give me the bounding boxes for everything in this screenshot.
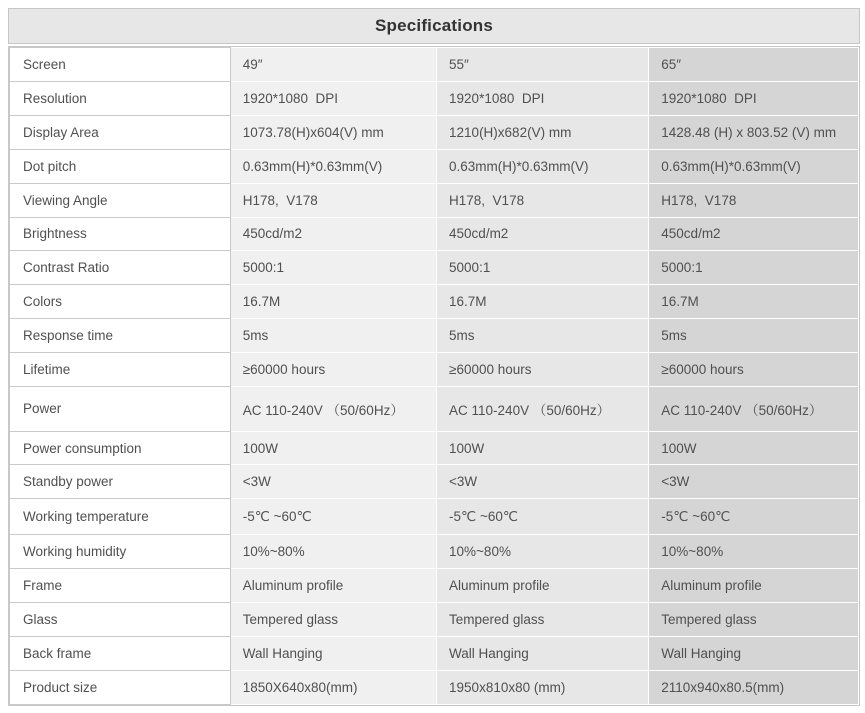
row-label-cell: Glass xyxy=(10,603,231,637)
value-cell-55: 10%~80% xyxy=(437,535,649,569)
value-cell-49: 10%~80% xyxy=(230,535,436,569)
value-cell-65: 2110x940x80.5(mm) xyxy=(649,671,859,705)
value-cell-49: ≥60000 hours xyxy=(230,353,436,387)
value-cell-55: 100W xyxy=(437,431,649,465)
value-cell-49: 1850X640x80(mm) xyxy=(230,671,436,705)
row-label-cell: Colors xyxy=(10,285,231,319)
value-cell-55: 5ms xyxy=(437,319,649,353)
value-cell-65: 10%~80% xyxy=(649,535,859,569)
row-label-cell: Response time xyxy=(10,319,231,353)
value-cell-49: 100W xyxy=(230,431,436,465)
value-cell-49: 5000:1 xyxy=(230,251,436,285)
value-cell-49: 16.7M xyxy=(230,285,436,319)
value-cell-49: H178, V178 xyxy=(230,183,436,217)
value-cell-49: AC 110-240V （50/60Hz） xyxy=(230,387,436,432)
value-cell-65: Tempered glass xyxy=(649,603,859,637)
value-cell-49: 450cd/m2 xyxy=(230,217,436,251)
value-cell-65: 65″ xyxy=(649,48,859,82)
value-cell-55: <3W xyxy=(437,465,649,499)
value-cell-65: H178, V178 xyxy=(649,183,859,217)
row-label-cell: Resolution xyxy=(10,81,231,115)
value-cell-55: 16.7M xyxy=(437,285,649,319)
row-label-cell: Working temperature xyxy=(10,499,231,535)
table-title-bar xyxy=(8,8,860,44)
table-row xyxy=(10,183,859,217)
row-label-cell: Back frame xyxy=(10,637,231,671)
table-row xyxy=(10,499,859,535)
table-row xyxy=(10,603,859,637)
value-cell-65: -5℃ ~60℃ xyxy=(649,499,859,535)
value-cell-55: 1950x810x80 (mm) xyxy=(437,671,649,705)
row-label-cell: Product size xyxy=(10,671,231,705)
value-cell-65: Wall Hanging xyxy=(649,637,859,671)
spec-table-body xyxy=(10,48,859,705)
value-cell-65: 1920*1080 DPI xyxy=(649,81,859,115)
row-label-cell: Brightness xyxy=(10,217,231,251)
table-row xyxy=(10,319,859,353)
value-cell-55: Tempered glass xyxy=(437,603,649,637)
value-cell-55: -5℃ ~60℃ xyxy=(437,499,649,535)
value-cell-65: 100W xyxy=(649,431,859,465)
row-label-cell: Display Area xyxy=(10,115,231,149)
value-cell-55: 0.63mm(H)*0.63mm(V) xyxy=(437,149,649,183)
value-cell-55: 1210(H)x682(V) mm xyxy=(437,115,649,149)
value-cell-49: 0.63mm(H)*0.63mm(V) xyxy=(230,149,436,183)
value-cell-55: 55″ xyxy=(437,48,649,82)
row-label-cell: Working humidity xyxy=(10,535,231,569)
value-cell-65: 450cd/m2 xyxy=(649,217,859,251)
row-label-cell: Standby power xyxy=(10,465,231,499)
value-cell-49: -5℃ ~60℃ xyxy=(230,499,436,535)
table-row xyxy=(10,285,859,319)
value-cell-65: ≥60000 hours xyxy=(649,353,859,387)
table-row xyxy=(10,431,859,465)
value-cell-49: <3W xyxy=(230,465,436,499)
table-row xyxy=(10,671,859,705)
table-row xyxy=(10,353,859,387)
value-cell-65: 16.7M xyxy=(649,285,859,319)
table-row xyxy=(10,637,859,671)
value-cell-55: Aluminum profile xyxy=(437,569,649,603)
value-cell-55: H178, V178 xyxy=(437,183,649,217)
value-cell-49: Aluminum profile xyxy=(230,569,436,603)
row-label-cell: Frame xyxy=(10,569,231,603)
value-cell-65: 1428.48 (H) x 803.52 (V) mm xyxy=(649,115,859,149)
value-cell-49: 1073.78(H)x604(V) mm xyxy=(230,115,436,149)
value-cell-49: Tempered glass xyxy=(230,603,436,637)
table-row xyxy=(10,251,859,285)
table-row xyxy=(10,465,859,499)
value-cell-55: AC 110-240V （50/60Hz） xyxy=(437,387,649,432)
spec-table xyxy=(9,47,859,705)
value-cell-55: Wall Hanging xyxy=(437,637,649,671)
value-cell-49: 5ms xyxy=(230,319,436,353)
table-row xyxy=(10,48,859,82)
table-row xyxy=(10,535,859,569)
value-cell-49: 1920*1080 DPI xyxy=(230,81,436,115)
value-cell-65: <3W xyxy=(649,465,859,499)
value-cell-65: 0.63mm(H)*0.63mm(V) xyxy=(649,149,859,183)
value-cell-65: 5ms xyxy=(649,319,859,353)
row-label-cell: Contrast Ratio xyxy=(10,251,231,285)
table-row xyxy=(10,115,859,149)
row-label-cell: Screen xyxy=(10,48,231,82)
row-label-cell: Lifetime xyxy=(10,353,231,387)
table-row xyxy=(10,217,859,251)
value-cell-65: 5000:1 xyxy=(649,251,859,285)
row-label-cell: Viewing Angle xyxy=(10,183,231,217)
value-cell-65: AC 110-240V （50/60Hz） xyxy=(649,387,859,432)
value-cell-55: 450cd/m2 xyxy=(437,217,649,251)
table-row xyxy=(10,81,859,115)
value-cell-49: 49″ xyxy=(230,48,436,82)
specifications-table xyxy=(8,46,860,706)
page-title: Specifications xyxy=(374,16,494,35)
value-cell-55: 5000:1 xyxy=(437,251,649,285)
row-label-cell: Dot pitch xyxy=(10,149,231,183)
table-row xyxy=(10,149,859,183)
table-row xyxy=(10,387,859,432)
row-label-cell: Power xyxy=(10,387,231,432)
value-cell-55: ≥60000 hours xyxy=(437,353,649,387)
value-cell-49: Wall Hanging xyxy=(230,637,436,671)
value-cell-55: 1920*1080 DPI xyxy=(437,81,649,115)
table-row xyxy=(10,569,859,603)
value-cell-65: Aluminum profile xyxy=(649,569,859,603)
row-label-cell: Power consumption xyxy=(10,431,231,465)
